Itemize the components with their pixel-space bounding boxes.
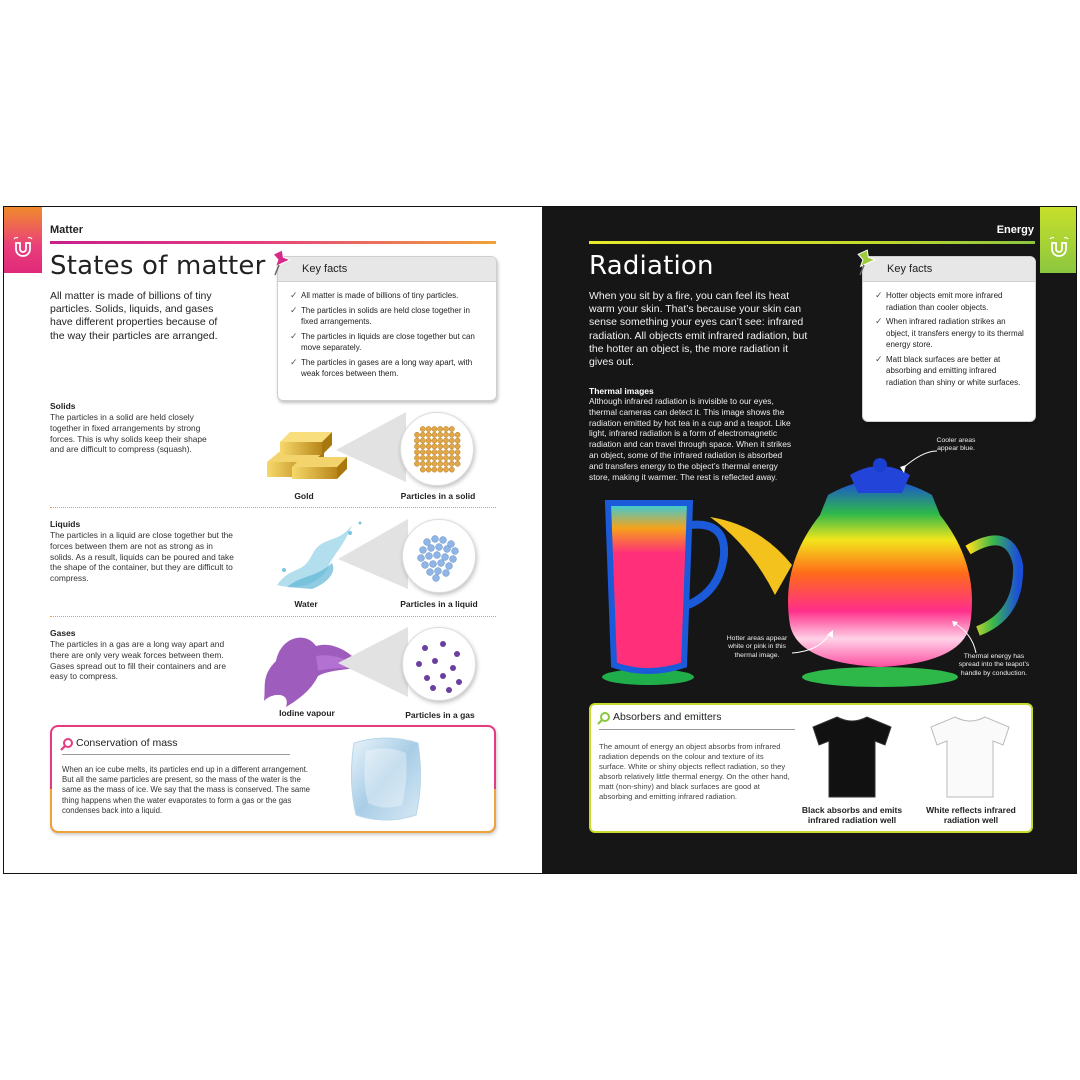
particle <box>416 661 422 667</box>
section-rule <box>589 241 1035 244</box>
particle <box>443 461 448 466</box>
particle <box>438 467 443 472</box>
particle <box>433 575 440 582</box>
particle <box>432 536 439 543</box>
particle <box>414 461 419 466</box>
gas-particles <box>403 628 475 700</box>
key-fact-item: ✓ When infrared radiation strikes an object, it transfers energy to its thermal energy store. <box>875 316 1024 349</box>
particle <box>428 545 435 552</box>
conservation-box <box>50 725 496 833</box>
particle <box>454 651 460 657</box>
key-facts-header <box>863 257 1035 282</box>
intro-text: When you sit by a fire, you can feel its heat warm your skin. That’s because your skin can sense something your eyes can’t see: infrared radiation. All objects emit infrared radiation, but the hotter an object is, the more radiation it gives out. <box>589 290 808 369</box>
check-icon: ✓ <box>290 304 298 315</box>
absorbers-box <box>589 703 1033 833</box>
gold-caption: Gold <box>294 491 314 501</box>
check-icon: ✓ <box>290 290 298 300</box>
particle <box>426 450 431 455</box>
particle <box>438 461 443 466</box>
particle <box>449 432 454 437</box>
particle <box>430 561 437 568</box>
page-title: Radiation <box>589 251 714 281</box>
particle <box>432 467 437 472</box>
particle <box>432 432 437 437</box>
particle <box>426 426 431 431</box>
section-tab-matter <box>4 207 42 273</box>
key-facts-box <box>862 256 1036 422</box>
particle <box>449 438 454 443</box>
iodine-caption: Iodine vapour <box>279 708 335 718</box>
particle <box>418 555 425 562</box>
particle <box>440 641 446 647</box>
liquid-caption: Particles in a liquid <box>400 599 478 609</box>
absorbers-rule <box>599 729 795 730</box>
particle <box>443 455 448 460</box>
particle <box>426 467 431 472</box>
particle <box>424 675 430 681</box>
page-title: States of matter <box>50 251 266 281</box>
pushpin-icon <box>855 249 879 277</box>
particle <box>443 438 448 443</box>
absorbers-heading: Absorbers and emitters <box>613 711 722 723</box>
key-facts-list <box>863 282 1035 388</box>
magnifier-icon <box>597 711 611 725</box>
particle <box>438 450 443 455</box>
particle <box>426 438 431 443</box>
particle <box>422 645 428 651</box>
particle <box>432 444 437 449</box>
particle <box>443 467 448 472</box>
liquids-heading: Liquids <box>50 519 81 529</box>
particle <box>414 444 419 449</box>
key-fact-item: ✓ The particles in gases are a long way apart, with weak forces between them. <box>290 356 473 378</box>
particle <box>446 687 452 693</box>
particle <box>420 432 425 437</box>
particle <box>449 426 454 431</box>
left-page <box>4 207 542 873</box>
particle <box>426 461 431 466</box>
section-label: Energy <box>996 224 1034 236</box>
black-caption: Black absorbs and emits infrared radiation well <box>801 805 903 825</box>
particle <box>449 461 454 466</box>
ice-cube-image <box>346 731 426 827</box>
particle <box>455 432 460 437</box>
pushpin-icon <box>270 249 294 277</box>
particle <box>414 450 419 455</box>
particle <box>424 539 431 546</box>
magnet-icon <box>1048 237 1070 259</box>
particle <box>426 553 433 560</box>
check-icon: ✓ <box>875 290 883 300</box>
particle <box>452 548 459 555</box>
particle <box>420 547 427 554</box>
particle <box>438 426 443 431</box>
divider <box>50 616 496 617</box>
particle <box>440 537 447 544</box>
annotation-handle: Thermal energy has spread into the teapot’s handle by conduction. <box>958 653 1030 677</box>
particle <box>430 685 436 691</box>
particle <box>449 467 454 472</box>
zoom-cone <box>336 412 406 482</box>
check-icon: ✓ <box>875 316 883 326</box>
particles-solid-circle <box>400 412 474 486</box>
conservation-rule <box>62 754 290 755</box>
thermal-heading: Thermal images <box>589 386 654 396</box>
particle <box>420 450 425 455</box>
particle <box>455 455 460 460</box>
solids-heading: Solids <box>50 401 76 411</box>
particle <box>434 552 441 559</box>
particle <box>432 438 437 443</box>
key-facts-heading: Key facts <box>302 263 348 275</box>
particle <box>449 455 454 460</box>
particle <box>455 450 460 455</box>
key-fact-item: ✓ The particles in liquids are close together but can move separately. <box>290 330 475 352</box>
particle <box>426 444 431 449</box>
particle <box>455 444 460 449</box>
particles-gas-circle <box>402 627 476 701</box>
particle <box>438 438 443 443</box>
particles-liquid-circle <box>402 519 476 593</box>
particle <box>432 455 437 460</box>
key-fact-item: ✓ Matt black surfaces are better at absorbing and emitting infrared radiation than shiny or white surfaces. <box>875 353 1021 387</box>
particle <box>420 467 425 472</box>
annotation-hot: Hotter areas appear white or pink in this thermal image. <box>726 635 788 659</box>
particle <box>426 455 431 460</box>
magnifier-icon <box>60 737 74 751</box>
particle <box>444 546 451 553</box>
particle <box>414 432 419 437</box>
section-rule <box>50 241 496 244</box>
key-fact-item: ✓ All matter is made of billions of tiny particles. <box>290 290 459 300</box>
particle <box>420 455 425 460</box>
particle <box>450 665 456 671</box>
particle <box>432 450 437 455</box>
particle <box>420 461 425 466</box>
solid-particles <box>401 413 473 485</box>
particle <box>422 562 429 569</box>
intro-text: All matter is made of billions of tiny particles. Solids, liquids, and gases have different properties because of the way their particles are arranged. <box>50 290 218 342</box>
black-tshirt-image <box>807 711 897 801</box>
check-icon: ✓ <box>290 356 298 367</box>
particle <box>446 563 453 570</box>
water-caption: Water <box>294 599 318 609</box>
particle <box>432 461 437 466</box>
zoom-cone <box>338 519 408 589</box>
annotation-arrow <box>946 617 986 657</box>
particle <box>432 426 437 431</box>
particle <box>455 438 460 443</box>
particle <box>442 554 449 561</box>
particle <box>420 438 425 443</box>
particle <box>455 461 460 466</box>
white-caption: White reflects infrared radiation well <box>926 805 1016 825</box>
particle <box>438 560 445 567</box>
section-label: Matter <box>50 224 84 236</box>
zoom-cone <box>338 627 408 697</box>
key-facts-heading: Key facts <box>887 263 933 275</box>
particle <box>420 426 425 431</box>
particle <box>440 673 446 679</box>
key-facts-header <box>278 257 496 282</box>
conservation-text: When an ice cube melts, its particles end up in a different arrangement. But all the same particles are present, so the mass of the water is the same as the mass of ice. We say that the mass is conserved. The same thing happens when the water evaporates to form a gas or the gas condenses back into a liquid. <box>62 765 311 815</box>
book-spread <box>3 206 1077 874</box>
liquids-text: The particles in a liquid are close together but the forces between them are not as strong as in solids. As a result, liquids can be poured and take the shape of the container, but they are difficult to compress. <box>50 530 234 584</box>
gases-text: The particles in a gas are a long way apart and there are only very weak forces between them. Gases spread out to fill their containers and are easy to compress. <box>50 639 226 682</box>
particle <box>443 570 450 577</box>
particle <box>450 556 457 563</box>
particle <box>456 679 462 685</box>
right-page <box>542 207 1077 873</box>
key-facts-list <box>278 282 496 380</box>
particle <box>432 658 438 664</box>
thermal-text: Although infrared radiation is invisible to our eyes, thermal cameras can detect it. This image shows the radiation emitted by hot tea in a cup and a teapot. Like light, infrared radiation is a form of electromagnetic radiation and can travel through space. When it strikes an object, some of the infrared radiation is absorbed and transfers energy to the object’s thermal energy store, making it warmer. The rest is reflected away. <box>589 396 792 482</box>
check-icon: ✓ <box>875 353 883 364</box>
annotation-cool: Cooler areas appear blue. <box>936 437 976 453</box>
particle <box>443 426 448 431</box>
liquid-particles <box>403 520 475 592</box>
magnet-icon <box>12 237 34 259</box>
particle <box>449 444 454 449</box>
particle <box>435 568 442 575</box>
key-fact-item: ✓ The particles in solids are held close together in fixed arrangements. <box>290 304 470 326</box>
solids-text: The particles in a solid are held closely together in fixed arrangements by strong forces. This is why solids keep their shape and are difficult to compress (squash). <box>50 412 207 455</box>
particle <box>443 432 448 437</box>
key-fact-item: ✓ Hotter objects emit more infrared radiation than cooler objects. <box>875 290 1003 312</box>
section-tab-energy <box>1040 207 1077 273</box>
particle <box>436 544 443 551</box>
particle <box>414 455 419 460</box>
solid-caption: Particles in a solid <box>400 491 476 501</box>
divider <box>50 507 496 508</box>
check-icon: ✓ <box>290 330 298 341</box>
particle <box>438 432 443 437</box>
absorbers-text: The amount of energy an object absorbs from infrared radiation depends on the colour and texture of its surface. White or shiny objects reflect radiation, so they absorb relatively little thermal energy. On the other hand, matt (non-shiny) and black surfaces are good at absorbing and emitting infrared radiation. <box>599 742 790 802</box>
particle <box>449 450 454 455</box>
particle <box>443 444 448 449</box>
particle <box>443 450 448 455</box>
particle <box>438 455 443 460</box>
particle <box>426 432 431 437</box>
particle <box>438 444 443 449</box>
gas-caption: Particles in a gas <box>405 710 475 720</box>
white-tshirt-image <box>925 711 1015 801</box>
conservation-heading: Conservation of mass <box>76 737 178 749</box>
particle <box>427 569 434 576</box>
annotation-arrow <box>790 627 840 657</box>
gases-heading: Gases <box>50 628 76 638</box>
particle <box>414 438 419 443</box>
key-facts-box <box>277 256 497 401</box>
particle <box>420 444 425 449</box>
